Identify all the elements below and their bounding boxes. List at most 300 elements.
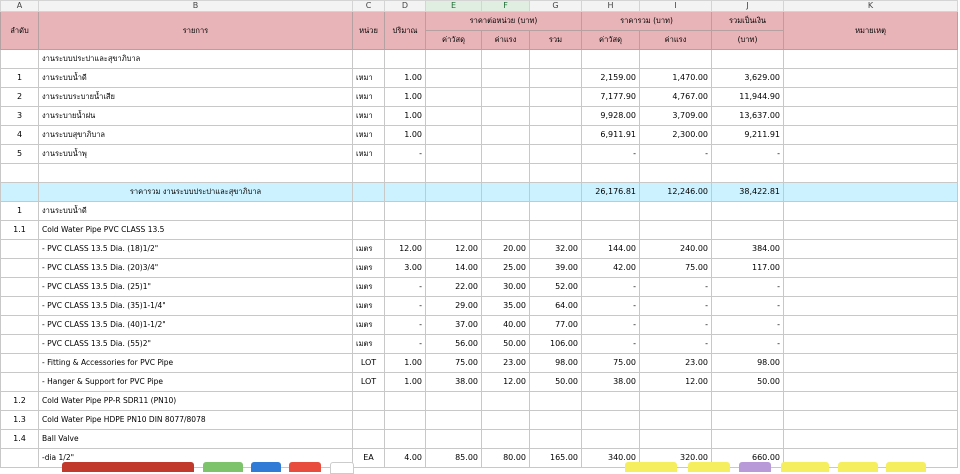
cell[interactable] — [784, 316, 958, 335]
sheet-tab[interactable] — [62, 462, 194, 472]
cell-qty[interactable]: 1.00 — [385, 354, 426, 373]
cell-unit[interactable]: เมตร — [353, 316, 385, 335]
column-header[interactable]: C — [353, 1, 385, 12]
cell-grand-total[interactable]: 384.00 — [712, 240, 784, 259]
header-unit-price[interactable]: ราคาต่อหน่วย (บาท) — [426, 12, 582, 31]
header-grand-total[interactable]: รวมเป็นเงิน — [712, 12, 784, 31]
cell-total-labor[interactable]: - — [640, 335, 712, 354]
cell-unit-labor[interactable]: 30.00 — [482, 278, 530, 297]
band-grand-total[interactable]: 38,422.81 — [712, 183, 784, 202]
cell[interactable] — [1, 50, 39, 69]
cell-grand-total[interactable]: 13,637.00 — [712, 107, 784, 126]
cell[interactable] — [582, 50, 640, 69]
table-row — [1, 335, 958, 354]
cell-item[interactable]: - Fitting & Accessories for PVC Pipe — [39, 354, 353, 373]
cell-unit-labor[interactable]: 50.00 — [482, 335, 530, 354]
cell[interactable] — [385, 164, 426, 183]
cell[interactable] — [784, 373, 958, 392]
cell-qty[interactable]: 12.00 — [385, 240, 426, 259]
sheet-tab-strip — [0, 462, 960, 470]
cell-no[interactable]: 1.4 — [1, 430, 39, 449]
cell-item[interactable]: - PVC CLASS 13.5 Dia. (35)1-1/4" — [39, 297, 353, 316]
cell[interactable] — [482, 183, 530, 202]
cell-total-material[interactable]: 38.00 — [582, 373, 640, 392]
sheet-tab[interactable] — [739, 462, 771, 472]
cell-unit-sum[interactable] — [530, 430, 582, 449]
cell[interactable] — [426, 88, 482, 107]
cell-unit[interactable]: เหมา — [353, 69, 385, 88]
cell-unit[interactable] — [353, 221, 385, 240]
cell-qty[interactable]: - — [385, 297, 426, 316]
sheet-tab[interactable] — [330, 462, 354, 474]
cell-grand-total[interactable]: 117.00 — [712, 259, 784, 278]
cell-qty[interactable]: - — [385, 316, 426, 335]
cell-unit-labor[interactable]: 35.00 — [482, 297, 530, 316]
table-row — [1, 145, 958, 164]
cell[interactable] — [530, 50, 582, 69]
cell-unit-sum[interactable] — [530, 202, 582, 221]
cell-total-material[interactable]: 75.00 — [582, 354, 640, 373]
cell[interactable] — [784, 221, 958, 240]
cell-total-material[interactable]: 144.00 — [582, 240, 640, 259]
cell-total-material[interactable] — [582, 430, 640, 449]
table-row — [1, 411, 958, 430]
cell-total-labor[interactable]: 320.00 — [640, 449, 712, 468]
cell-unit-sum[interactable]: 52.00 — [530, 278, 582, 297]
cell-total-labor[interactable]: 3,709.00 — [640, 107, 712, 126]
cell[interactable] — [530, 183, 582, 202]
cell-total-labor[interactable]: 1,470.00 — [640, 69, 712, 88]
header-grand-total-unit[interactable]: (บาท) — [712, 31, 784, 50]
column-header[interactable]: H — [582, 1, 640, 12]
cell[interactable] — [640, 50, 712, 69]
cell[interactable] — [482, 164, 530, 183]
cell-item[interactable]: - PVC CLASS 13.5 Dia. (18)1/2" — [39, 240, 353, 259]
table-row — [1, 221, 958, 240]
cell-unit-labor[interactable]: 12.00 — [482, 373, 530, 392]
table-row — [1, 278, 958, 297]
cell-item[interactable]: Cold Water Pipe HDPE PN10 DIN 8077/8078 — [39, 411, 353, 430]
column-header[interactable]: G — [530, 1, 582, 12]
cell-unit-material[interactable]: 37.00 — [426, 316, 482, 335]
cell[interactable] — [784, 354, 958, 373]
cell-unit[interactable] — [353, 411, 385, 430]
cell-grand-total[interactable]: 50.00 — [712, 373, 784, 392]
cell-unit-labor[interactable] — [482, 392, 530, 411]
table-row — [1, 126, 958, 145]
cell-no[interactable] — [1, 335, 39, 354]
cell[interactable] — [482, 126, 530, 145]
band-total-labor[interactable]: 12,246.00 — [640, 183, 712, 202]
cell-no[interactable]: 2 — [1, 88, 39, 107]
table-row — [1, 259, 958, 278]
column-header-selected[interactable]: F — [482, 1, 530, 12]
cell-unit-sum[interactable]: 39.00 — [530, 259, 582, 278]
cell[interactable] — [426, 107, 482, 126]
cell-unit-labor[interactable] — [482, 411, 530, 430]
cell-unit-material[interactable]: 85.00 — [426, 449, 482, 468]
cell[interactable] — [712, 50, 784, 69]
cell-qty[interactable] — [385, 411, 426, 430]
cell-unit[interactable] — [353, 392, 385, 411]
column-header[interactable]: A — [1, 1, 39, 12]
cell-grand-total[interactable]: - — [712, 335, 784, 354]
cell-total-material[interactable]: - — [582, 145, 640, 164]
cell[interactable] — [426, 183, 482, 202]
cell-grand-total[interactable] — [712, 221, 784, 240]
cell-unit[interactable]: เหมา — [353, 107, 385, 126]
cell-unit-material[interactable] — [426, 430, 482, 449]
cell-no[interactable] — [1, 240, 39, 259]
cell-qty[interactable]: - — [385, 145, 426, 164]
cell[interactable] — [482, 145, 530, 164]
cell-unit-sum[interactable]: 32.00 — [530, 240, 582, 259]
cell-total-material[interactable] — [582, 202, 640, 221]
cell-unit-material[interactable] — [426, 202, 482, 221]
cell[interactable] — [784, 88, 958, 107]
cell-unit[interactable]: EA — [353, 449, 385, 468]
cell-unit-sum[interactable] — [530, 221, 582, 240]
cell-unit-labor[interactable] — [482, 221, 530, 240]
cell-total-material[interactable]: - — [582, 297, 640, 316]
cell-grand-total[interactable] — [712, 202, 784, 221]
sheet-tab[interactable] — [886, 462, 926, 472]
cell[interactable] — [530, 88, 582, 107]
header-material-total[interactable]: ค่าวัสดุ — [582, 31, 640, 50]
column-header-row — [1, 1, 958, 12]
cell[interactable] — [385, 50, 426, 69]
cell-item[interactable]: Ball Valve — [39, 430, 353, 449]
cell-qty[interactable]: 4.00 — [385, 449, 426, 468]
sheet-tab[interactable] — [625, 462, 677, 472]
cell[interactable] — [784, 164, 958, 183]
cell-no[interactable] — [1, 373, 39, 392]
cell-unit[interactable]: เหมา — [353, 145, 385, 164]
cell-unit-labor[interactable]: 20.00 — [482, 240, 530, 259]
cell-total-labor[interactable]: 23.00 — [640, 354, 712, 373]
cell-total-material[interactable]: 340.00 — [582, 449, 640, 468]
cell[interactable] — [353, 50, 385, 69]
cell[interactable] — [39, 164, 353, 183]
cell-unit-sum[interactable]: 165.00 — [530, 449, 582, 468]
cell-item[interactable]: -dia 1/2" — [39, 449, 353, 468]
cell-grand-total[interactable]: - — [712, 145, 784, 164]
table-row — [1, 88, 958, 107]
cell-unit-sum[interactable] — [530, 392, 582, 411]
cell-unit-sum[interactable]: 64.00 — [530, 297, 582, 316]
cell-total-labor[interactable]: - — [640, 145, 712, 164]
cell[interactable] — [530, 69, 582, 88]
cell-total-material[interactable] — [582, 392, 640, 411]
cell-unit[interactable]: LOT — [353, 354, 385, 373]
cell-total-material[interactable]: 7,177.90 — [582, 88, 640, 107]
cell-unit-labor[interactable] — [482, 202, 530, 221]
cell-total-labor[interactable]: 12.00 — [640, 373, 712, 392]
cell[interactable] — [784, 259, 958, 278]
cell-qty[interactable] — [385, 202, 426, 221]
cell-unit-labor[interactable]: 25.00 — [482, 259, 530, 278]
header-no[interactable]: ลำดับ — [1, 12, 39, 50]
cell-qty[interactable]: 1.00 — [385, 107, 426, 126]
subtotal-band-row — [1, 183, 958, 202]
cell-no[interactable] — [1, 297, 39, 316]
cell[interactable] — [482, 50, 530, 69]
cell-total-labor[interactable] — [640, 221, 712, 240]
cell-grand-total[interactable] — [712, 392, 784, 411]
cell-qty[interactable]: 1.00 — [385, 126, 426, 145]
cell-grand-total[interactable] — [712, 430, 784, 449]
column-header[interactable]: J — [712, 1, 784, 12]
cell-unit-labor[interactable]: 23.00 — [482, 354, 530, 373]
cell-no[interactable] — [1, 316, 39, 335]
cell-qty[interactable]: 3.00 — [385, 259, 426, 278]
header-item[interactable]: รายการ — [39, 12, 353, 50]
cell[interactable] — [582, 164, 640, 183]
cell-total-labor[interactable]: - — [640, 297, 712, 316]
table-row — [1, 69, 958, 88]
cell-unit-material[interactable] — [426, 221, 482, 240]
cell[interactable] — [426, 50, 482, 69]
sheet-tab[interactable] — [251, 462, 281, 472]
table-row — [1, 297, 958, 316]
cell[interactable] — [1, 164, 39, 183]
table-row — [1, 430, 958, 449]
cell-total-labor[interactable]: 240.00 — [640, 240, 712, 259]
cell-qty[interactable]: 1.00 — [385, 88, 426, 107]
cell-total-labor[interactable] — [640, 392, 712, 411]
cell-unit-sum[interactable]: 98.00 — [530, 354, 582, 373]
cell[interactable] — [784, 107, 958, 126]
table-row — [1, 354, 958, 373]
table-header-row-1 — [1, 12, 958, 31]
cell-unit[interactable]: เมตร — [353, 259, 385, 278]
cell[interactable] — [385, 183, 426, 202]
cell-unit-material[interactable]: 56.00 — [426, 335, 482, 354]
cell-item[interactable]: งานระบบสุขาภิบาล — [39, 126, 353, 145]
header-labor-total[interactable]: ค่าแรง — [640, 31, 712, 50]
cell-grand-total[interactable]: 3,629.00 — [712, 69, 784, 88]
cell-item[interactable]: งานระบบน้ำดี — [39, 69, 353, 88]
cell-total-material[interactable]: 9,928.00 — [582, 107, 640, 126]
header-sum[interactable]: รวม — [530, 31, 582, 50]
cell[interactable] — [784, 145, 958, 164]
cell-unit[interactable]: LOT — [353, 373, 385, 392]
sheet-tab[interactable] — [838, 462, 878, 472]
cell[interactable] — [784, 183, 958, 202]
cell-no[interactable]: 1 — [1, 69, 39, 88]
cell-grand-total[interactable]: - — [712, 297, 784, 316]
cell-total-labor[interactable]: - — [640, 316, 712, 335]
cell-unit-material[interactable] — [426, 411, 482, 430]
cell[interactable] — [426, 126, 482, 145]
cell-unit[interactable]: เมตร — [353, 240, 385, 259]
cell[interactable] — [784, 430, 958, 449]
cell-qty[interactable] — [385, 221, 426, 240]
table-row — [1, 240, 958, 259]
cell-no[interactable] — [1, 278, 39, 297]
cell-total-material[interactable]: 2,159.00 — [582, 69, 640, 88]
cell-no[interactable]: 3 — [1, 107, 39, 126]
cell-unit-sum[interactable] — [530, 411, 582, 430]
cell-grand-total[interactable]: 98.00 — [712, 354, 784, 373]
column-header[interactable]: D — [385, 1, 426, 12]
band-label[interactable]: ราคารวม งานระบบประปาและสุขาภิบาล — [39, 183, 353, 202]
cell[interactable] — [426, 145, 482, 164]
cell-unit[interactable]: เมตร — [353, 335, 385, 354]
cell-unit-material[interactable]: 38.00 — [426, 373, 482, 392]
cell-unit[interactable]: เมตร — [353, 278, 385, 297]
cell-unit[interactable] — [353, 430, 385, 449]
cell-grand-total[interactable] — [712, 411, 784, 430]
cell-no[interactable]: 1 — [1, 202, 39, 221]
column-header[interactable]: B — [39, 1, 353, 12]
table-row-empty — [1, 164, 958, 183]
cell[interactable] — [482, 107, 530, 126]
cell-total-labor[interactable]: 4,767.00 — [640, 88, 712, 107]
cell[interactable] — [784, 126, 958, 145]
cell-grand-total[interactable]: - — [712, 316, 784, 335]
header-unit[interactable]: หน่วย — [353, 12, 385, 50]
cell-no[interactable] — [1, 259, 39, 278]
sheet-tab[interactable] — [203, 462, 243, 472]
header-labor[interactable]: ค่าแรง — [482, 31, 530, 50]
cell-total-labor[interactable]: - — [640, 278, 712, 297]
cell-no[interactable]: 1.2 — [1, 392, 39, 411]
cell[interactable] — [640, 164, 712, 183]
cell[interactable] — [353, 164, 385, 183]
section-title-row — [1, 50, 958, 69]
cell-item[interactable]: งานระบบน้ำดี — [39, 202, 353, 221]
cell[interactable] — [784, 278, 958, 297]
cell-total-material[interactable]: 6,911.91 — [582, 126, 640, 145]
cell-unit[interactable]: เมตร — [353, 297, 385, 316]
cell-unit-sum[interactable]: 77.00 — [530, 316, 582, 335]
cell-item[interactable]: - Hanger & Support for PVC Pipe — [39, 373, 353, 392]
cell[interactable] — [482, 69, 530, 88]
cell-unit-labor[interactable] — [482, 430, 530, 449]
cell-item[interactable]: Cold Water Pipe PP-R SDR11 (PN10) — [39, 392, 353, 411]
cell-grand-total[interactable]: 660.00 — [712, 449, 784, 468]
cell-item[interactable]: - PVC CLASS 13.5 Dia. (55)2" — [39, 335, 353, 354]
cell[interactable] — [784, 335, 958, 354]
cell-unit-material[interactable]: 22.00 — [426, 278, 482, 297]
cell-qty[interactable]: 1.00 — [385, 69, 426, 88]
cell[interactable] — [784, 50, 958, 69]
cell[interactable] — [530, 145, 582, 164]
cell-item[interactable]: - PVC CLASS 13.5 Dia. (25)1" — [39, 278, 353, 297]
cell-no[interactable]: 4 — [1, 126, 39, 145]
cell[interactable] — [784, 297, 958, 316]
cell-total-labor[interactable] — [640, 202, 712, 221]
cell[interactable] — [1, 183, 39, 202]
cell[interactable] — [530, 107, 582, 126]
cell[interactable] — [784, 411, 958, 430]
cell-qty[interactable]: 1.00 — [385, 373, 426, 392]
cell-total-material[interactable]: - — [582, 316, 640, 335]
cell-no[interactable]: 1.1 — [1, 221, 39, 240]
cell-total-material[interactable]: 42.00 — [582, 259, 640, 278]
cell-total-labor[interactable] — [640, 430, 712, 449]
band-total-material[interactable]: 26,176.81 — [582, 183, 640, 202]
cell-unit-material[interactable]: 14.00 — [426, 259, 482, 278]
cell-qty[interactable] — [385, 430, 426, 449]
cell-unit-labor[interactable]: 40.00 — [482, 316, 530, 335]
cell-unit[interactable]: เหมา — [353, 126, 385, 145]
cell[interactable] — [784, 240, 958, 259]
section-title[interactable]: งานระบบประปาและสุขาภิบาล — [39, 50, 353, 69]
cell[interactable] — [784, 69, 958, 88]
cell[interactable] — [712, 164, 784, 183]
cell[interactable] — [784, 392, 958, 411]
cell[interactable] — [784, 202, 958, 221]
cell[interactable] — [530, 126, 582, 145]
table-row — [1, 373, 958, 392]
cell-qty[interactable]: - — [385, 335, 426, 354]
cell[interactable] — [353, 183, 385, 202]
table-row — [1, 392, 958, 411]
header-remark[interactable]: หมายเหตุ — [784, 12, 958, 50]
cell-item[interactable]: - PVC CLASS 13.5 Dia. (40)1-1/2" — [39, 316, 353, 335]
sheet-tab[interactable] — [688, 462, 730, 472]
table-row — [1, 316, 958, 335]
sheet-tab[interactable] — [781, 462, 829, 472]
cell-unit-material[interactable]: 12.00 — [426, 240, 482, 259]
header-material[interactable]: ค่าวัสดุ — [426, 31, 482, 50]
cell-unit-material[interactable] — [426, 392, 482, 411]
cell-unit-sum[interactable]: 106.00 — [530, 335, 582, 354]
cell-total-labor[interactable]: 75.00 — [640, 259, 712, 278]
cell-no[interactable] — [1, 354, 39, 373]
column-header[interactable]: I — [640, 1, 712, 12]
cell-unit-material[interactable]: 75.00 — [426, 354, 482, 373]
cell-no[interactable]: 5 — [1, 145, 39, 164]
cell-total-material[interactable] — [582, 221, 640, 240]
cell-total-material[interactable]: - — [582, 335, 640, 354]
table-row — [1, 107, 958, 126]
cell-total-labor[interactable]: 2,300.00 — [640, 126, 712, 145]
cell-unit-sum[interactable]: 50.00 — [530, 373, 582, 392]
cell-unit[interactable]: เหมา — [353, 88, 385, 107]
cell[interactable] — [426, 164, 482, 183]
cell[interactable] — [482, 88, 530, 107]
sheet-tab[interactable] — [289, 462, 321, 472]
cell-total-labor[interactable] — [640, 411, 712, 430]
cell[interactable] — [530, 164, 582, 183]
cell-grand-total[interactable]: - — [712, 278, 784, 297]
column-header-selected[interactable]: E — [426, 1, 482, 12]
cell-total-material[interactable]: - — [582, 278, 640, 297]
cell-total-material[interactable] — [582, 411, 640, 430]
cell-grand-total[interactable]: 11,944.90 — [712, 88, 784, 107]
cell[interactable] — [426, 69, 482, 88]
header-total-price[interactable]: ราคารวม (บาท) — [582, 12, 712, 31]
cell-item[interactable]: งานระบายน้ำฝน — [39, 107, 353, 126]
column-header[interactable]: K — [784, 1, 958, 12]
cell-no[interactable]: 1.3 — [1, 411, 39, 430]
cell-unit-labor[interactable]: 80.00 — [482, 449, 530, 468]
cell-qty[interactable]: - — [385, 278, 426, 297]
cell-item[interactable]: งานระบบน้ำพุ — [39, 145, 353, 164]
cell-item[interactable]: งานระบบระบายน้ำเสีย — [39, 88, 353, 107]
cell-unit[interactable] — [353, 202, 385, 221]
header-qty[interactable]: ปริมาณ — [385, 12, 426, 50]
cell-item[interactable]: - PVC CLASS 13.5 Dia. (20)3/4" — [39, 259, 353, 278]
cell-unit-material[interactable]: 29.00 — [426, 297, 482, 316]
cell-grand-total[interactable]: 9,211.91 — [712, 126, 784, 145]
cell-item[interactable]: Cold Water Pipe PVC CLASS 13.5 — [39, 221, 353, 240]
cell-qty[interactable] — [385, 392, 426, 411]
table-row — [1, 202, 958, 221]
